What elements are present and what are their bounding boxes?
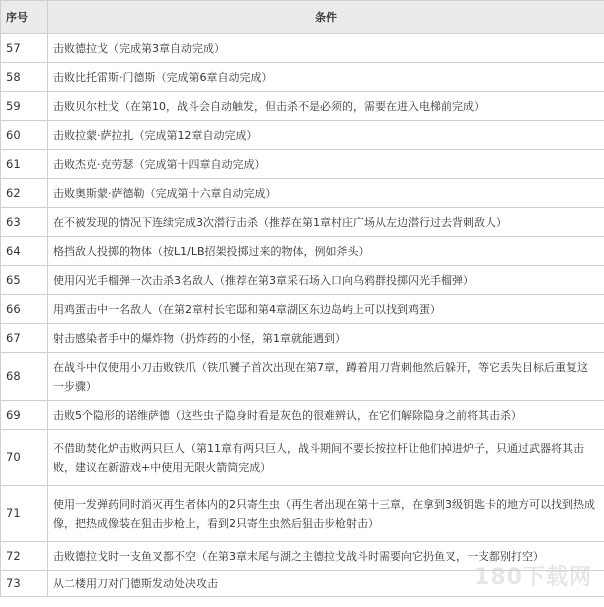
table-row: [1, 324, 604, 353]
row-condition: 在不被发现的情况下连续完成3次潜行击杀（推荐在第1章村庄广场从左边潜行过去背刺敌人）: [48, 208, 604, 237]
table-row: [1, 542, 604, 571]
header-number: 序号: [1, 1, 48, 34]
row-number: 57: [1, 34, 48, 63]
row-condition: 射击感染者手中的爆炸物（扔炸药的小怪，第1章就能遇到）: [48, 324, 604, 353]
table-row: [1, 486, 604, 542]
row-number: 69: [1, 401, 48, 430]
row-condition: 使用闪光手榴弹一次击杀3名敌人（推荐在第3章采石场入口向乌鸦群投掷闪光手榴弹）: [48, 266, 604, 295]
table-header-row: [1, 1, 604, 34]
row-condition: 击败杰克·克劳瑟（完成第十四章自动完成）: [48, 150, 604, 179]
row-number: 72: [1, 542, 48, 571]
table-row: [1, 92, 604, 121]
row-condition: 格挡敌人投掷的物体（按L1/LB招架投掷过来的物体，例如斧头）: [48, 237, 604, 266]
row-number: 61: [1, 150, 48, 179]
row-number: 66: [1, 295, 48, 324]
row-number: 58: [1, 63, 48, 92]
header-condition: 条件: [48, 1, 604, 34]
row-condition: 在战斗中仅使用小刀击败铁爪（铁爪饕子首次出现在第7章，蹲着用刀背刺他然后躲开，等它丢失目标后重复这一步骤）: [48, 353, 604, 401]
row-number: 71: [1, 486, 48, 542]
table-row: [1, 208, 604, 237]
row-number: 59: [1, 92, 48, 121]
table-row: [1, 430, 604, 486]
table-row: [1, 571, 604, 597]
site-watermark: 180下载网: [474, 565, 592, 590]
row-condition: 击败拉蒙·萨拉扎（完成第12章自动完成）: [48, 121, 604, 150]
row-number: 60: [1, 121, 48, 150]
table-row: [1, 401, 604, 430]
table-row: [1, 63, 604, 92]
table-row: [1, 295, 604, 324]
row-condition: 击败奥斯蒙·萨德勒（完成第十六章自动完成）: [48, 179, 604, 208]
row-condition: 不借助焚化炉击败两只巨人（第11章有两只巨人，战斗期间不要长按拉杆让他们掉进炉子，只通过武器将其击败，建议在新游戏+中使用无限火箭筒完成）: [48, 430, 604, 486]
row-condition: 使用一发弹药同时消灭再生者体内的2只寄生虫（再生者出现在第十三章，在拿到3级钥匙卡的地方可以找到热成像，把热成像装在狙击步枪上，看到2只寄生虫然后狙击步枪射击）: [48, 486, 604, 542]
row-condition: 击败5个隐形的诺维萨德（这些虫子隐身时看是灰色的很难辨认，在它们解除隐身之前将其击杀）: [48, 401, 604, 430]
row-condition: 从二楼用刀对门德斯发动处决攻击: [48, 571, 604, 597]
row-number: 70: [1, 430, 48, 486]
table-row: [1, 237, 604, 266]
table-row: [1, 121, 604, 150]
row-condition: 击败贝尔杜戈（在第10，战斗会自动触发，但击杀不是必须的，需要在进入电梯前完成）: [48, 92, 604, 121]
row-number: 73: [1, 571, 48, 597]
table-row: [1, 353, 604, 401]
row-number: 68: [1, 353, 48, 401]
row-number: 62: [1, 179, 48, 208]
row-number: 63: [1, 208, 48, 237]
row-number: 67: [1, 324, 48, 353]
row-condition: 击败德拉戈（完成第3章自动完成）: [48, 34, 604, 63]
table-row: [1, 266, 604, 295]
table-row: [1, 34, 604, 63]
table-row: [1, 179, 604, 208]
row-number: 64: [1, 237, 48, 266]
row-condition: 击败比托雷斯·门德斯（完成第6章自动完成）: [48, 63, 604, 92]
row-number: 65: [1, 266, 48, 295]
row-condition: 用鸡蛋击中一名敌人（在第2章村长宅邸和第4章湖区东边岛屿上可以找到鸡蛋）: [48, 295, 604, 324]
row-condition: 击败德拉戈时一支鱼叉都不空（在第3章末尾与湖之主德拉戈战斗时需要向它扔鱼叉，一支都别打空）: [48, 542, 604, 571]
table-row: [1, 150, 604, 179]
